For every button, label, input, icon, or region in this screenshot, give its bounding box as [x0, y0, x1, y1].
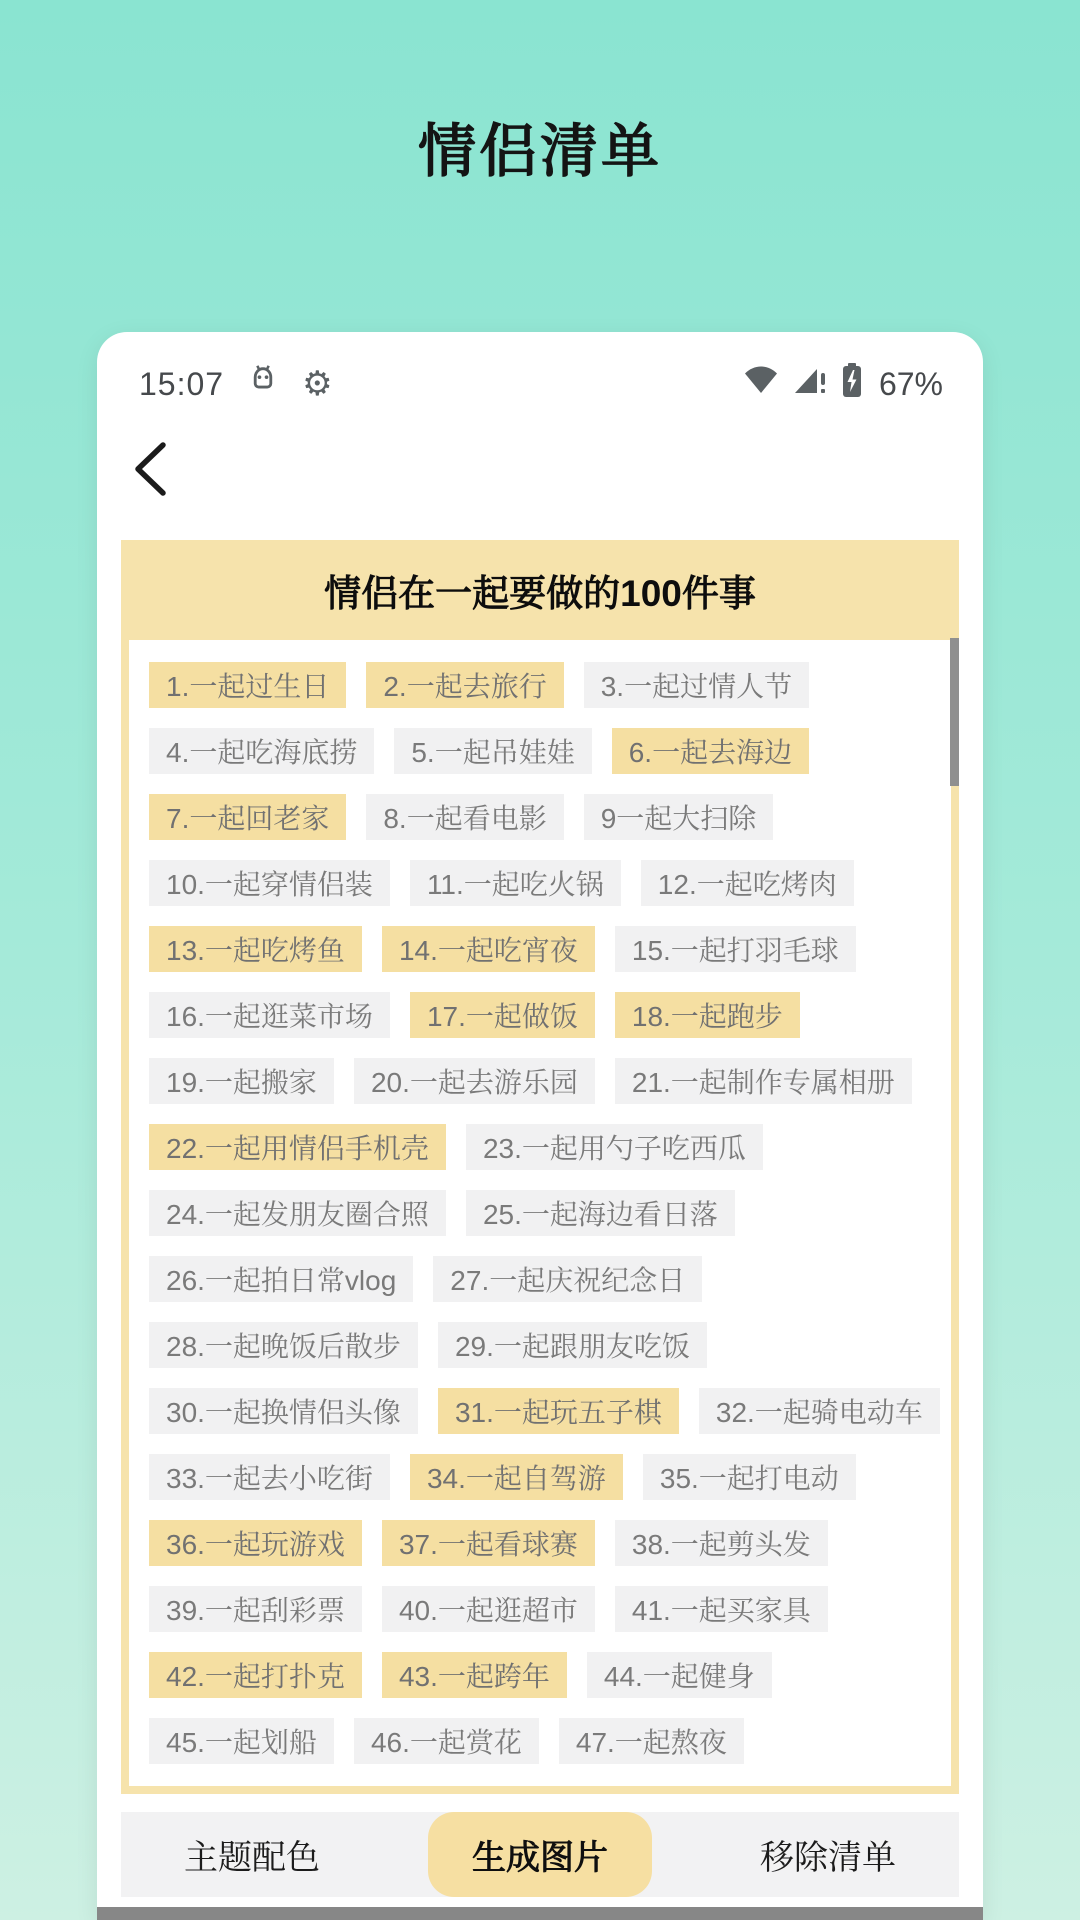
- status-bar-left: [139, 363, 333, 405]
- gesture-bar: [97, 1907, 983, 1920]
- list-item[interactable]: 26.一起拍日常vlog: [149, 1256, 413, 1302]
- list-item[interactable]: 33.一起去小吃街: [149, 1454, 390, 1500]
- list-item[interactable]: 40.一起逛超市: [382, 1586, 595, 1632]
- remove-list-button[interactable]: 移除清单: [742, 1820, 914, 1889]
- list-row: [149, 926, 939, 972]
- list-item[interactable]: 39.一起刮彩票: [149, 1586, 362, 1632]
- list-row: [149, 1256, 939, 1302]
- back-row: [131, 440, 983, 498]
- list-item[interactable]: 31.一起玩五子棋: [438, 1388, 679, 1434]
- list-item[interactable]: 29.一起跟朋友吃饭: [438, 1322, 707, 1368]
- list-row: [149, 992, 939, 1038]
- list-item[interactable]: 34.一起自驾游: [410, 1454, 623, 1500]
- page-title: 情侣清单: [417, 119, 662, 184]
- list-row: [149, 1520, 939, 1566]
- list-item[interactable]: 36.一起玩游戏: [149, 1520, 362, 1566]
- list-item[interactable]: 38.一起剪头发: [615, 1520, 828, 1566]
- list-item[interactable]: 42.一起打扑克: [149, 1652, 362, 1698]
- list-item[interactable]: 35.一起打电动: [643, 1454, 856, 1500]
- list-item[interactable]: 10.一起穿情侣装: [149, 860, 390, 906]
- list-item[interactable]: 4.一起吃海底捞: [149, 728, 374, 774]
- checklist: [121, 640, 959, 1794]
- list-row: [149, 1652, 939, 1698]
- signal-alert-icon: [791, 365, 829, 403]
- list-item[interactable]: 14.一起吃宵夜: [382, 926, 595, 972]
- list-row: [149, 860, 939, 906]
- list-item[interactable]: 24.一起发朋友圈合照: [149, 1190, 446, 1236]
- list-item[interactable]: 30.一起换情侣头像: [149, 1388, 418, 1434]
- list-row: [149, 794, 939, 840]
- list-item[interactable]: 41.一起买家具: [615, 1586, 828, 1632]
- list-item[interactable]: 23.一起用勺子吃西瓜: [466, 1124, 763, 1170]
- theme-colors-button[interactable]: 主题配色: [166, 1820, 338, 1889]
- status-bar-right: [743, 362, 943, 406]
- back-button[interactable]: [131, 440, 169, 503]
- list-item[interactable]: 27.一起庆祝纪念日: [433, 1256, 702, 1302]
- list-item[interactable]: 47.一起熬夜: [559, 1718, 744, 1764]
- list-item[interactable]: 13.一起吃烤鱼: [149, 926, 362, 972]
- settings-gear-icon: ⚙: [302, 365, 333, 403]
- list-item[interactable]: 8.一起看电影: [366, 794, 563, 840]
- list-item[interactable]: 2.一起去旅行: [366, 662, 563, 708]
- list-item[interactable]: 1.一起过生日: [149, 662, 346, 708]
- list-item[interactable]: 7.一起回老家: [149, 794, 346, 840]
- list-item[interactable]: 43.一起跨年: [382, 1652, 567, 1698]
- list-item[interactable]: 21.一起制作专属相册: [615, 1058, 912, 1104]
- list-row: [149, 1058, 939, 1104]
- list-item[interactable]: 28.一起晚饭后散步: [149, 1322, 418, 1368]
- list-item[interactable]: 5.一起吊娃娃: [394, 728, 591, 774]
- generate-image-button[interactable]: 生成图片: [428, 1812, 652, 1897]
- list-title: 情侣在一起要做的100件事: [121, 540, 959, 640]
- list-row: [149, 1454, 939, 1500]
- battery-charging-icon: [841, 362, 863, 406]
- list-item[interactable]: 9一起大扫除: [584, 794, 774, 840]
- list-item[interactable]: 22.一起用情侣手机壳: [149, 1124, 446, 1170]
- list-row: [149, 1124, 939, 1170]
- list-item[interactable]: 19.一起搬家: [149, 1058, 334, 1104]
- list-item[interactable]: 6.一起去海边: [612, 728, 809, 774]
- list-row: [149, 1190, 939, 1236]
- list-item[interactable]: 32.一起骑电动车: [699, 1388, 940, 1434]
- android-icon: [246, 363, 280, 405]
- wifi-icon: [743, 365, 779, 403]
- list-row: [149, 1586, 939, 1632]
- list-item[interactable]: 45.一起划船: [149, 1718, 334, 1764]
- list-item[interactable]: 12.一起吃烤肉: [641, 860, 854, 906]
- list-row: [149, 662, 939, 708]
- bottom-toolbar: [121, 1812, 959, 1897]
- list-row: [149, 1718, 939, 1764]
- list-item[interactable]: 37.一起看球赛: [382, 1520, 595, 1566]
- list-row: [149, 1322, 939, 1368]
- list-item[interactable]: 20.一起去游乐园: [354, 1058, 595, 1104]
- list-item[interactable]: 25.一起海边看日落: [466, 1190, 735, 1236]
- list-item[interactable]: 17.一起做饭: [410, 992, 595, 1038]
- list-row: [149, 1388, 939, 1434]
- phone-screenshot-card: [97, 332, 983, 1920]
- list-item[interactable]: 44.一起健身: [587, 1652, 772, 1698]
- list-row: [149, 728, 939, 774]
- list-item[interactable]: 3.一起过情人节: [584, 662, 809, 708]
- list-item[interactable]: 15.一起打羽毛球: [615, 926, 856, 972]
- status-bar: [97, 332, 983, 406]
- list-item[interactable]: 46.一起赏花: [354, 1718, 539, 1764]
- scrollbar-thumb[interactable]: [950, 638, 959, 786]
- list-item[interactable]: 11.一起吃火锅: [410, 860, 621, 906]
- battery-percent: 67%: [878, 365, 943, 402]
- chevron-left-icon: [131, 440, 169, 498]
- list-item[interactable]: 18.一起跑步: [615, 992, 800, 1038]
- list-item[interactable]: 16.一起逛菜市场: [149, 992, 390, 1038]
- status-time: 15:07: [139, 365, 225, 402]
